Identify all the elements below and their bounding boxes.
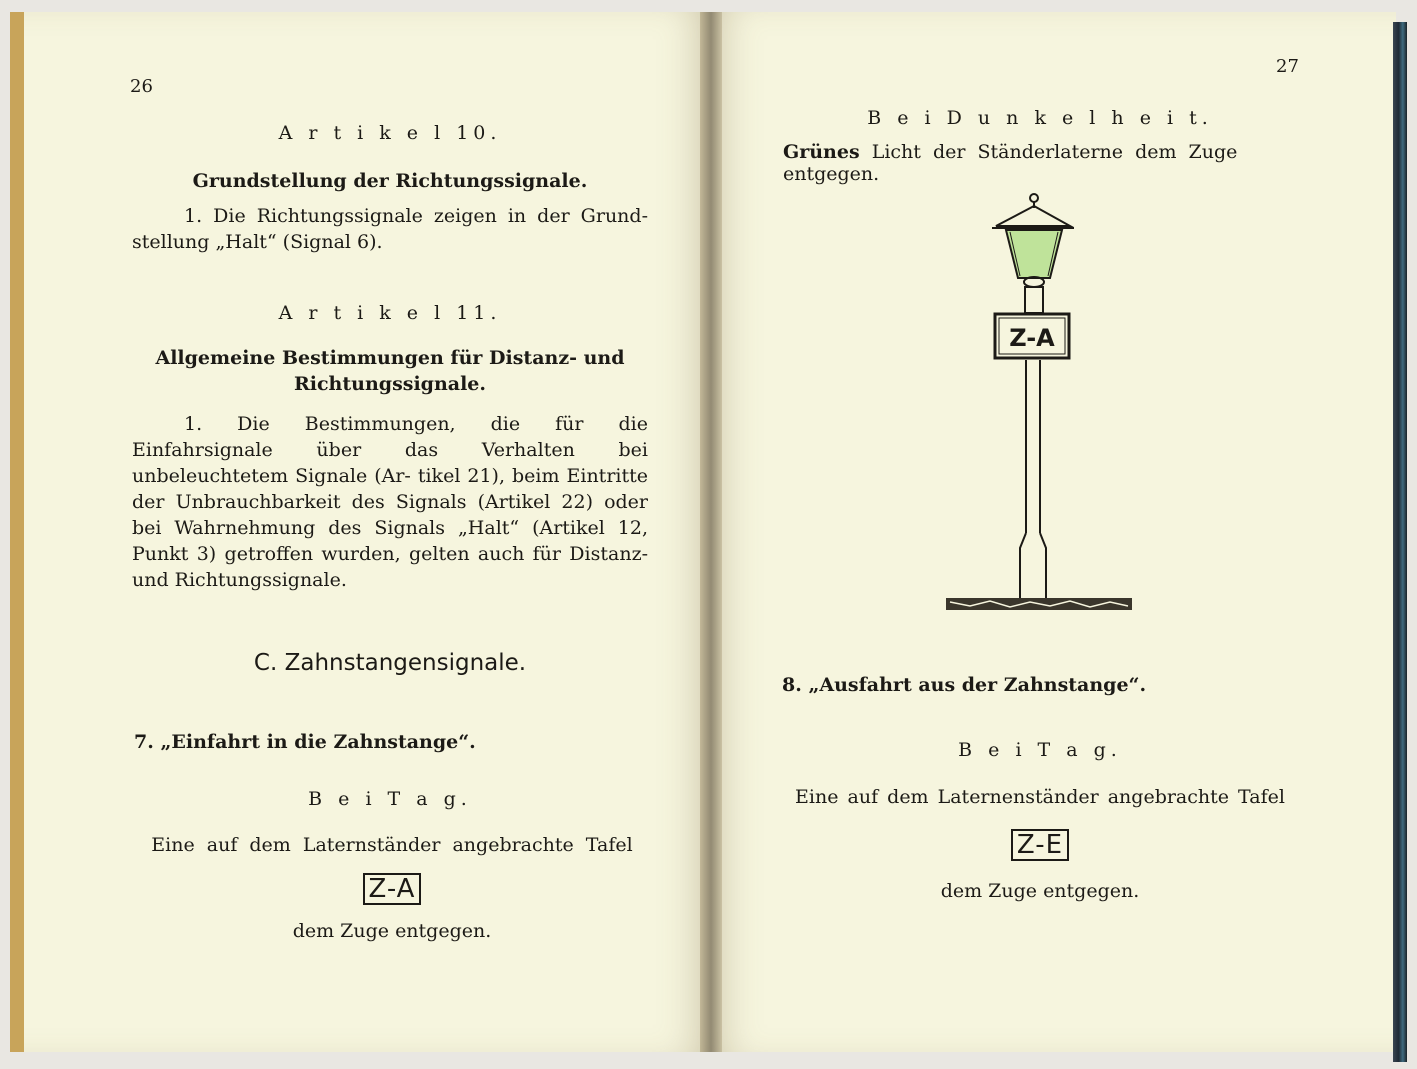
- dark-bold-word: Grünes: [783, 141, 860, 163]
- article10-heading: Grundstellung der Richtungssignale.: [192, 170, 588, 192]
- lamp-base: [1020, 533, 1046, 598]
- article10-text: 1. Die Richtungssignale zeigen in der Grund- stellung „Halt“ (Signal 6).: [132, 205, 648, 253]
- signal7-plate: Z-A: [363, 873, 422, 905]
- signal7-text: Eine auf dem Laternständer angebrachte Tafel: [151, 834, 633, 856]
- dark-text: Licht der Ständerlaterne dem Zuge entgegen.: [783, 141, 1238, 185]
- dark-line: [783, 141, 1313, 185]
- lamp-post-illustration: [940, 188, 1140, 620]
- article10-title: A r t i k e l 10.: [278, 122, 502, 144]
- signal8-day-title: B e i T a g.: [958, 739, 1122, 761]
- page-edge: [1393, 22, 1407, 1062]
- signal7-plate-wrap: [292, 873, 492, 905]
- signal8-plate: Z-E: [1011, 829, 1069, 861]
- signal7-day-title: B e i T a g.: [308, 788, 472, 810]
- book-spine: [700, 12, 722, 1052]
- left-page-number: 26: [130, 76, 153, 97]
- article11-heading-line1: Allgemeine Bestimmungen für Distanz- und: [155, 347, 625, 369]
- article11-heading-line2: Richtungssignale.: [293, 373, 487, 395]
- dark-title: B e i D u n k e l h e i t.: [867, 107, 1213, 129]
- signal8-heading: 8. „Ausfahrt aus der Zahnstange“.: [782, 674, 1147, 696]
- lamp-plate-text: Z-A: [1009, 324, 1055, 352]
- article11-title: A r t i k e l 11.: [278, 302, 502, 324]
- signal8-plate-wrap: [940, 829, 1140, 861]
- signal8-after: dem Zuge entgegen.: [940, 880, 1140, 902]
- article11-text: 1. Die Bestimmungen, die für die Einfahrsignale über das Verhalten bei unbeleuchtetem Signale (Ar- tikel 21), beim Eintritte der Unbrauchbarkeit des Signals (Artikel 22) oder bei Wahrnehmung des Signals „Halt“ (Artikel 12, Punkt 3) getroffen wurden, gelten auch für Distanz- und Richtungssignale.: [132, 413, 648, 591]
- signal7-after: dem Zuge entgegen.: [292, 920, 492, 942]
- signal7-heading: 7. „Einfahrt in die Zahnstange“.: [134, 731, 476, 753]
- lamp-hook: [1030, 194, 1038, 202]
- right-page-number: 27: [1276, 56, 1299, 77]
- signal8-text: Eine auf dem Laternenständer angebrachte Tafel: [795, 786, 1285, 808]
- section-c-heading: C. Zahnstangensignale.: [253, 650, 527, 676]
- lamp-roof: [996, 206, 1070, 226]
- lamp-glass: [1006, 230, 1062, 278]
